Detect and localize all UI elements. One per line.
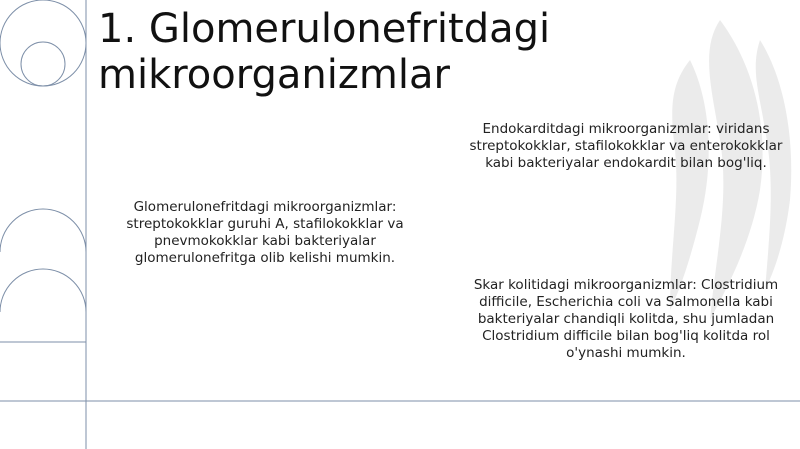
- inner-circle-decoration: [21, 42, 65, 86]
- slide-title: 1. Glomerulonefritdagi mikroorganizmlar: [98, 6, 551, 98]
- arch-lower-decoration: [0, 269, 86, 312]
- glomerulonephritis-paragraph: Glomerulonefritdagi mikroorganizmlar: streptokokklar guruhi A, stafilokokklar va pnevmokokklar kabi bakteriyalar glomerulonefritga olib kelishi mumkin.: [126, 199, 404, 266]
- colitis-paragraph: Skar kolitidagi mikroorganizmlar: Clostridium difficile, Escherichia coli va Salmonella kabi bakteriyalar chandiqli kolitda, shu jumladan Clostridium difficile bilan bog'liq kolitda rol o'ynashi mumkin.: [473, 277, 779, 361]
- arch-upper-decoration: [0, 209, 86, 252]
- outer-circle-decoration: [0, 0, 86, 86]
- endocarditis-paragraph: Endokarditdagi mikroorganizmlar: viridans streptokokklar, stafilokokklar va enterokokklar kabi bakteriyalar endokardit bilan bog'liq.: [469, 121, 783, 171]
